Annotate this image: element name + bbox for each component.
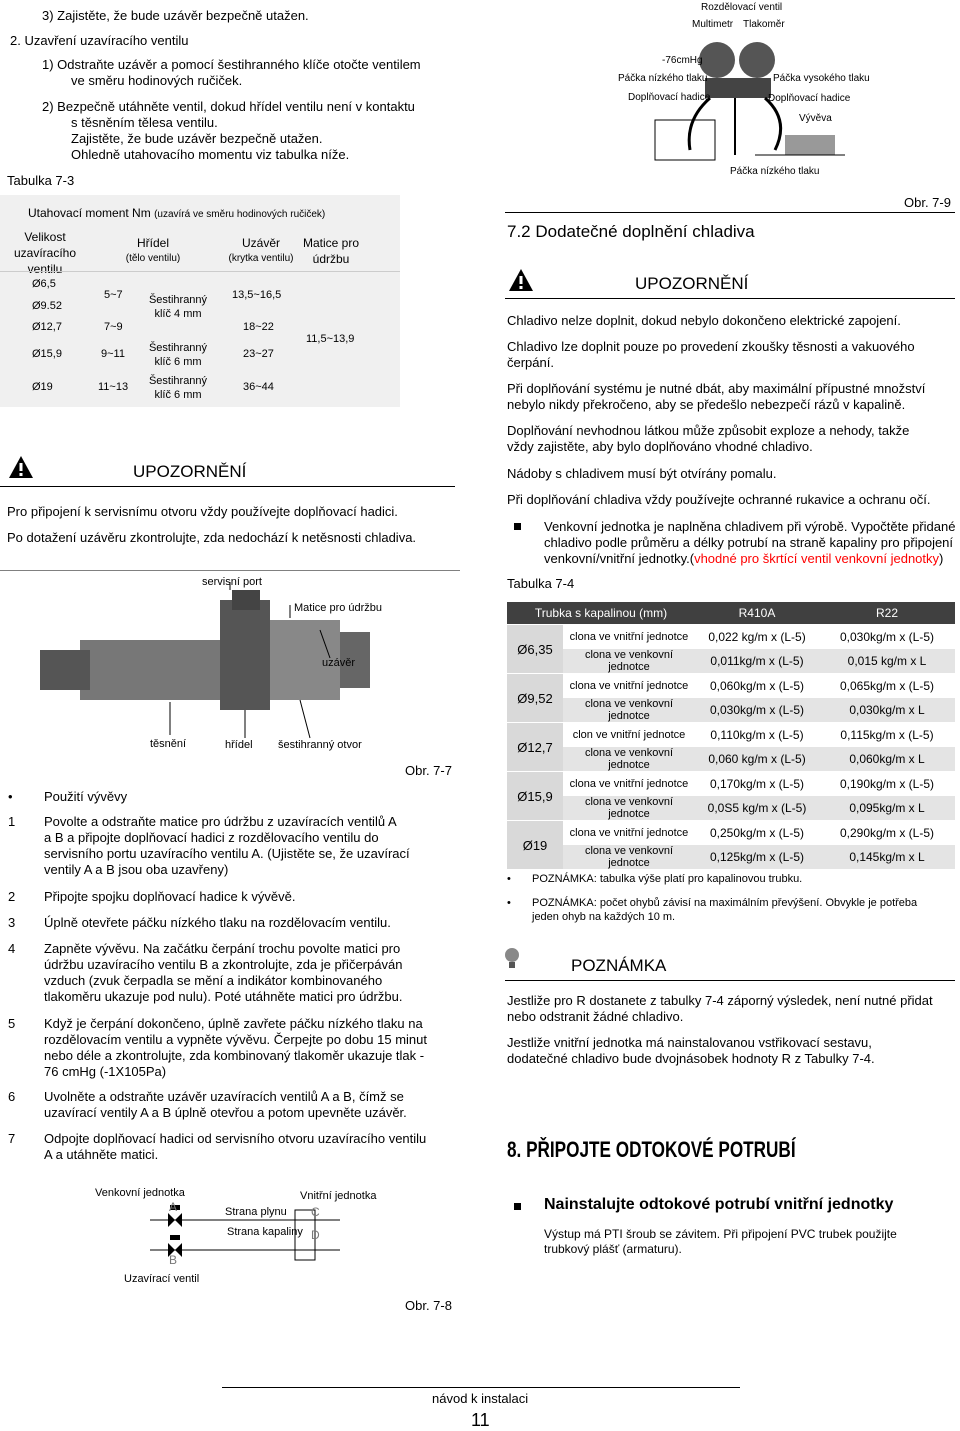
section-heading-closing: 2. Uzavření uzavíracího ventilu (10, 33, 189, 48)
charge-table-header (507, 602, 955, 625)
sub1-line1: 1) Odstraňte uzávěr a pomocí šestihranného klíče otočte ventilem (42, 57, 421, 72)
bullet-line2: chladivo podle průměru a délky potrubí na straně kapaliny pro připojení (544, 535, 954, 550)
charge-row-outdoor (507, 747, 955, 772)
label-shaft: hřídel (225, 739, 253, 751)
orifice-location: clona ve vnitřní jednotce (563, 625, 695, 649)
vacuum-bullet: • (8, 789, 13, 804)
step-text-line: Když je čerpání dokončeno, úplně zavřete páčku nízkého tlaku na (44, 1016, 423, 1031)
label-hose-left: Doplňovací hadice (628, 92, 711, 103)
pipe-size: Ø19 (507, 821, 563, 870)
col-shaft: Hřídel (tělo ventilu) (125, 236, 181, 264)
step-text-line: 76 cmHg (-1X105Pa) (44, 1064, 167, 1079)
warning-rule (0, 486, 455, 487)
warning-icon-right (508, 268, 534, 292)
vacuum-title: Použití vývěvy (44, 789, 128, 804)
label-indoor-unit: Vnitřní jednotka (300, 1190, 377, 1202)
r410a-value: 0,060 kg/m x (L-5) (695, 747, 819, 772)
warning-r4-line1: Doplňování nevhodnou látkou může způsobit exploze a nehody, takže (507, 423, 910, 438)
section-rule-72 (505, 212, 955, 213)
note2-line2: jeden ohyb na každých 10 m. (532, 911, 676, 923)
charge-row-outdoor (507, 845, 955, 870)
label-outdoor-unit: Venkovní jednotka (95, 1187, 185, 1199)
r22-value: 0,030kg/m x L (819, 698, 955, 723)
note1: POZNÁMKA: tabulka výše platí pro kapalinovou trubku. (532, 873, 803, 885)
step-text-line: vzduch (zvuk čerpadla se mění a indikátor kombinovaného (44, 973, 383, 988)
note2-line1: POZNÁMKA: počet ohybů závisí na maximálním převýšení. Obvykle je potřeba (532, 897, 918, 909)
warning-left-line2: Po dotažení uzávěru zkontrolujte, zda nedochází k netěsnosti chladiva. (7, 530, 417, 545)
th-r410a: R410A (695, 602, 819, 625)
sub2-line2: s těsněním tělesa ventilu. (71, 115, 218, 130)
row1-key: Šestihranný klíč 4 mm (148, 294, 208, 320)
note-rule (505, 980, 955, 981)
label-multimeter: Multimetr (692, 19, 734, 30)
row1-shaft: 5~7 (104, 289, 123, 301)
step-text-line: rozdělovacím ventilu a vypněte vývěvu. Čerpejte po dobu 15 minut (44, 1032, 427, 1047)
warning-left-line1: Pro připojení k servisnímu otvoru vždy používejte doplňovací hadici. (7, 504, 398, 519)
step-text-line: a B a připojte doplňovací hadici z rozdělovacího ventilu do (44, 830, 379, 845)
row3-cap: 23~27 (243, 348, 274, 360)
row2-cap: 18~22 (243, 321, 274, 333)
bullet-line1: Venkovní jednotka je naplněna chladivem při výrobě. Vypočtěte přidané (544, 519, 956, 534)
r22-value: 0,030kg/m x (L-5) (819, 625, 955, 649)
label-cap: uzávěr (322, 657, 356, 669)
orifice-location: clona ve vnitřní jednotce (563, 674, 695, 698)
r22-value: 0,290kg/m x (L-5) (819, 821, 955, 845)
row1-size2: Ø9.52 (32, 300, 62, 312)
warning-title-left: UPOZORNĚNÍ (133, 462, 247, 481)
warning-r4-line2: vždy zajistěte, aby bylo doplňováno vhodné chladivo. (507, 439, 813, 454)
orifice-location: clon ve vnitřní jednotce (563, 723, 695, 747)
warning-r3-line2: nebylo nikdy překročeno, aby se předešlo nebezpečí rázů v kapalině. (507, 397, 906, 412)
orifice-location: clona ve venkovní jednotce (563, 649, 695, 674)
bullet-square (514, 523, 521, 530)
label-hex-socket: šestihranný otvor (278, 739, 362, 751)
note-p2-line2: dodatečné chladivo bude dvojnásobek hodnoty R z Tabulky 7-4. (507, 1051, 875, 1066)
header-divider (0, 271, 400, 272)
row4-size: Ø19 (32, 381, 53, 393)
warning-r1: Chladivo nelze doplnit, dokud nebylo dokončeno elektrické zapojení. (507, 313, 901, 328)
note2-bullet: • (507, 897, 511, 909)
label-gas-side: Strana plynu (225, 1206, 287, 1218)
sub2-line3: Zajistěte, že bude uzávěr bezpečně utažen. (71, 131, 323, 146)
label-b: B (169, 1253, 178, 1267)
row4-shaft: 11~13 (98, 381, 129, 393)
col-valve-size: Velikost uzavíracího ventilu (13, 230, 77, 276)
orifice-location: clona ve venkovní jednotce (563, 747, 695, 772)
orifice-location: clona ve venkovní jednotce (563, 698, 695, 723)
footer-rule (222, 1387, 740, 1388)
step-number: 3 (8, 915, 16, 930)
step-text-line: ventily A a B jsou oba uzavřeny) (44, 862, 229, 877)
pipe-size: Ø9,52 (507, 674, 563, 723)
step-text-line: servisního portu uzavíracího ventilu A. (Ujistěte se, že uzavírací (44, 846, 410, 861)
orifice-location: clona ve venkovní jednotce (563, 845, 695, 870)
step-text-line: údržbu uzavíracího ventilu B a zkontrolujte, zda je přičerpáván (44, 957, 403, 972)
row4-key: Šestihranný klíč 6 mm (148, 375, 208, 401)
label-high-lever: Páčka vysokého tlaku (773, 73, 870, 84)
r22-value: 0,145kg/m x L (819, 845, 955, 870)
label-d: D (311, 1228, 320, 1242)
note1-bullet: • (507, 873, 511, 885)
step-text-line: Úplně otevřete páčku nízkého tlaku na rozdělovacím ventilu. (44, 915, 391, 930)
r22-value: 0,095kg/m x L (819, 796, 955, 821)
orifice-location: clona ve vnitřní jednotce (563, 821, 695, 845)
note-p1-line2: nebo odstranit žádné chladivo. (507, 1009, 684, 1024)
r410a-value: 0,125kg/m x (L-5) (695, 845, 819, 870)
charge-row-indoor (507, 723, 955, 747)
charge-row-indoor (507, 821, 955, 845)
service-nut-value: 11,5~13,9 (306, 333, 355, 345)
r410a-value: 0,011kg/m x (L-5) (695, 649, 819, 674)
label-a: A (169, 1200, 178, 1214)
col-service-nut: Matice pro údržbu (302, 236, 360, 266)
sub2-line1: 2) Bezpečně utáhněte ventil, dokud hřídel ventilu není v kontaktu (42, 99, 415, 114)
warning-r2-line2: čerpání. (507, 355, 554, 370)
pipe-size: Ø12,7 (507, 723, 563, 772)
label-vacuum-reading: -76cmHg (662, 55, 703, 66)
label-seal: těsnění (150, 738, 187, 750)
label-low-lever: Páčka nízkého tlaku (618, 73, 708, 84)
fig-7-7: Obr. 7-7 (405, 763, 452, 778)
warning-r3-line1: Při doplňování systému je nutné dbát, aby maximální přípustné množství (507, 381, 926, 396)
step-number: 4 (8, 941, 16, 956)
label-service-nut: Matice pro údržbu (294, 602, 383, 614)
step-number: 7 (8, 1131, 16, 1146)
page-number: 11 (471, 1410, 490, 1430)
sub8-line1: Výstup má PTI šroub se závitem. Při připojení PVC trubek použijte (544, 1227, 897, 1241)
label-c: C (311, 1205, 320, 1219)
torque-table (0, 195, 400, 407)
warning-rule-right (505, 298, 955, 299)
warning-r5: Nádoby s chladivem musí být otvírány pomalu. (507, 466, 777, 481)
th-pipe: Trubka s kapalinou (mm) (507, 602, 695, 625)
r410a-value: 0,060kg/m x (L-5) (695, 674, 819, 698)
pipe-size: Ø6,35 (507, 625, 563, 674)
row3-shaft: 9~11 (101, 348, 125, 360)
note-p2-line1: Jestliže vnitřní jednotka má nainstalovanou vstřikovací sestavu, (507, 1035, 872, 1050)
charge-row-indoor (507, 772, 955, 796)
bullet-line3: venkovní/vnitřní jednotky.(vhodné pro škrtící ventil venkovní jednotky) (544, 551, 944, 566)
r410a-value: 0,110kg/m x (L-5) (695, 723, 819, 747)
fig-7-8: Obr. 7-8 (405, 1298, 452, 1313)
step-text-line: Zapněte vývěvu. Na začátku čerpání trochu povolte matici pro (44, 941, 401, 956)
note-p1-line1: Jestliže pro R dostanete z tabulky 7-4 záporný výsledek, není nutné přidat (507, 993, 933, 1008)
charge-row-indoor (507, 625, 955, 649)
step-text-line: Připojte spojku doplňovací hadice k vývěvě. (44, 889, 296, 904)
r22-value: 0,065kg/m x (L-5) (819, 674, 955, 698)
lightbulb-icon (503, 947, 521, 971)
torque-table-title: Utahovací moment Nm (uzavírá ve směru hodinových ručiček) (28, 206, 326, 220)
label-hose-right: Doplňovací hadice (768, 93, 851, 104)
sub8-bullet (514, 1203, 521, 1210)
r410a-value: 0,030kg/m x (L-5) (695, 698, 819, 723)
th-r22: R22 (819, 602, 955, 625)
fig-7-9: Obr. 7-9 (904, 195, 951, 210)
step-text-line: Povolte a odstraňte matice pro údržbu z uzavíracích ventilů A (44, 814, 397, 829)
charge-row-outdoor (507, 796, 955, 821)
r22-value: 0,015 kg/m x L (819, 649, 955, 674)
label-manifold: Rozdělovací ventil (701, 2, 783, 13)
step-text-line: uzavírací ventily A a B úplně otevřou a potom upevněte uzávěr. (44, 1105, 407, 1120)
table-7-4-label: Tabulka 7-4 (507, 576, 575, 591)
charge-table (507, 602, 955, 870)
sub8-line2: trubkový plášť (armaturu). (544, 1242, 682, 1256)
step-number: 1 (8, 814, 16, 829)
r410a-value: 0,170kg/m x (L-5) (695, 772, 819, 796)
orifice-location: clona ve venkovní jednotce (563, 796, 695, 821)
sub2-line4: Ohledně utahovacího momentu viz tabulka níže. (71, 147, 350, 162)
step3-top: 3) Zajistěte, že bude uzávěr bezpečně utažen. (42, 8, 309, 23)
warning-icon (8, 455, 34, 479)
row3-size: Ø15,9 (32, 348, 62, 360)
section-8-subheading: Nainstalujte odtokové potrubí vnitřní jednotky (544, 1196, 894, 1213)
pipe-size: Ø15,9 (507, 772, 563, 821)
section-8-heading: 8. PŘIPOJTE ODTOKOVÉ POTRUBÍ (507, 1137, 796, 1162)
charge-row-indoor (507, 674, 955, 698)
warning-r6: Při doplňování chladiva vždy používejte ochranné rukavice a ochranu očí. (507, 492, 931, 507)
charge-row-outdoor (507, 698, 955, 723)
table-7-3-label: Tabulka 7-3 (7, 173, 75, 188)
step-text-line: tlakoměru ukazuje pod nulu). Poté utáhněte matici pro údržbu. (44, 989, 403, 1004)
label-service-port: servisní port (202, 576, 262, 588)
warning-title-right: UPOZORNĚNÍ (635, 274, 749, 293)
label-low-lever-2: Páčka nízkého tlaku (730, 166, 820, 177)
step-text-line: A a utáhněte matici. (44, 1147, 159, 1162)
step-text-line: Odpojte doplňovací hadici od servisního otvoru uzavíracího ventilu (44, 1131, 427, 1146)
r410a-value: 0,022 kg/m x (L-5) (695, 625, 819, 649)
step-number: 6 (8, 1089, 16, 1104)
label-vacuum-pump: Vývěva (799, 113, 832, 124)
row2-shaft: 7~9 (104, 321, 123, 333)
label-liquid-side: Strana kapaliny (227, 1226, 303, 1238)
orifice-location: clona ve vnitřní jednotce (563, 772, 695, 796)
warning-r2-line1: Chladivo lze doplnit pouze po provedení zkoušky těsnosti a vakuového (507, 339, 915, 354)
r22-value: 0,060kg/m x L (819, 747, 955, 772)
col-cap: Uzávěr (krytka ventilu) (228, 236, 294, 264)
row2-size: Ø12,7 (32, 321, 62, 333)
r22-value: 0,115kg/m x (L-5) (819, 723, 955, 747)
step-number: 5 (8, 1016, 16, 1031)
charge-row-outdoor (507, 649, 955, 674)
row1-cap: 13,5~16,5 (232, 289, 282, 301)
r410a-value: 0,250kg/m x (L-5) (695, 821, 819, 845)
step-text-line: Uvolněte a odstraňte uzávěr uzavíracích ventilů A a B, čímž se (44, 1089, 404, 1104)
row3-key: Šestihranný klíč 6 mm (148, 342, 208, 368)
step-number: 2 (8, 889, 16, 904)
step-text-line: nebo déle a zkontrolujte, zda kombinovaný tlakoměr ukazuje tlak - (44, 1048, 425, 1063)
row1-size: Ø6,5 (32, 278, 56, 290)
r410a-value: 0,0S5 kg/m x (L-5) (695, 796, 819, 821)
section-7-2-heading: 7.2 Dodatečné doplnění chladiva (507, 222, 755, 241)
footer-label: návod k instalaci (432, 1391, 529, 1406)
label-stop-valve: Uzavírací ventil (124, 1273, 200, 1285)
label-gauge: Tlakoměr (743, 19, 785, 30)
note-title: POZNÁMKA (571, 956, 667, 975)
sub1-line2: ve směru hodinových ručiček. (71, 73, 243, 88)
r22-value: 0,190kg/m x (L-5) (819, 772, 955, 796)
row4-cap: 36~44 (243, 381, 274, 393)
